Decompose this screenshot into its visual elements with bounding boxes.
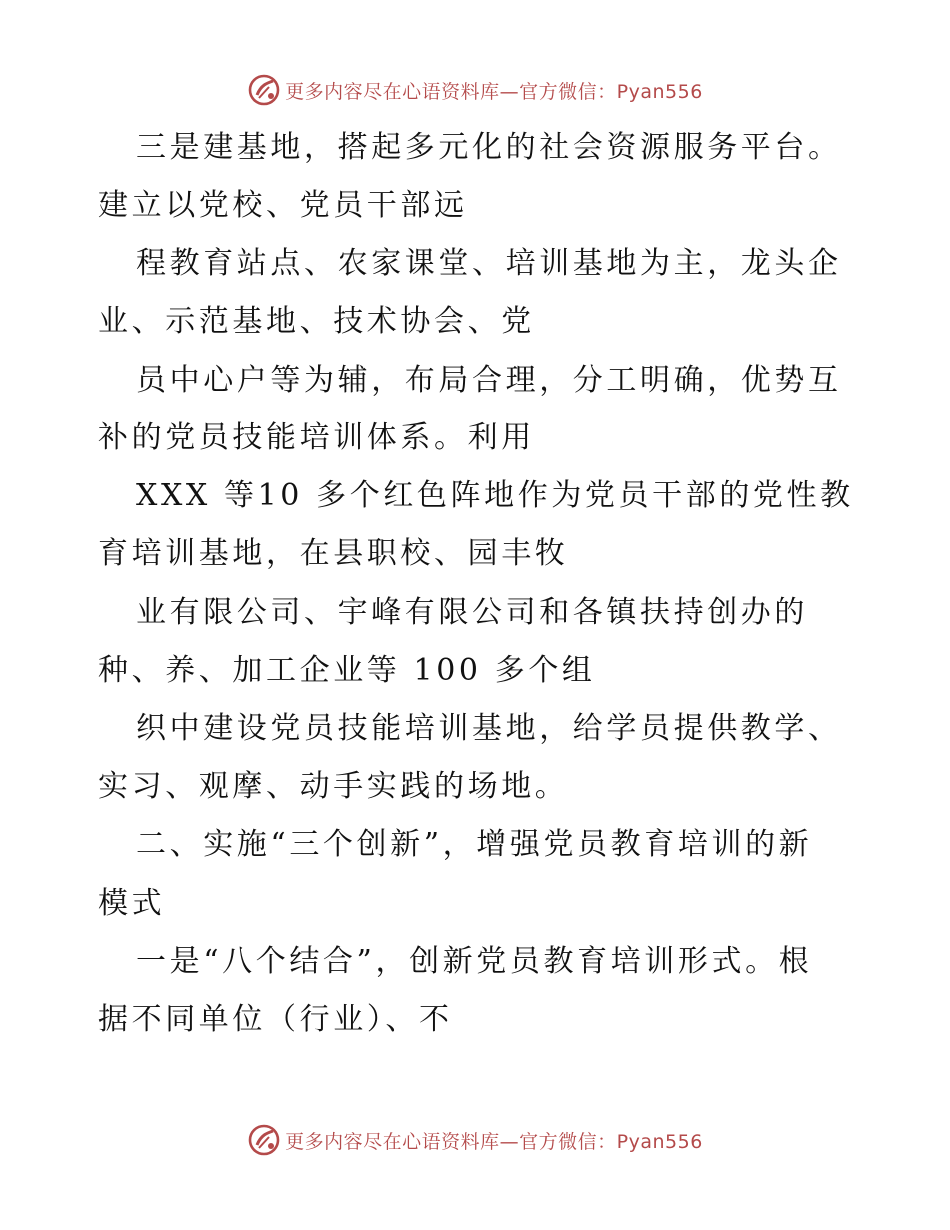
body-line: 据不同单位（行业）、不 [98, 1002, 453, 1037]
body-line: 业有限公司、宇峰有限公司和各镇扶持创办的 [136, 595, 808, 630]
body-line: 业、示范基地、技术协会、党 [98, 304, 535, 339]
body-line: 一是“八个结合”，创新党员教育培训形式。根 [136, 944, 813, 979]
seal-logo-icon [247, 1123, 281, 1157]
body-line: 种、养、加工企业等 100 多个组 [98, 653, 596, 688]
body-line: 员中心户等为辅，布局合理，分工明确，优势互 [136, 363, 842, 398]
body-line: 补的党员技能培训体系。利用 [98, 420, 535, 455]
body-line: 织中建设党员技能培训基地，给学员提供教学、 [136, 711, 842, 746]
header-banner-text: 更多内容尽在心语资料库—官方微信：Pyan556 [285, 80, 703, 103]
body-line: 三是建基地，搭起多元化的社会资源服务平台。 [136, 130, 842, 165]
body-line: 建立以党校、党员干部远 [98, 188, 468, 223]
footer-banner-text: 更多内容尽在心语资料库—官方微信：Pyan556 [285, 1130, 703, 1153]
section-heading: 二、实施“三个创新”，增强党员教育培训的新 [136, 827, 813, 862]
body-line: 程教育站点、农家课堂、培训基地为主，龙头企 [136, 246, 842, 281]
body-line: XXX 等10 多个红色阵地作为党员干部的党性教 [136, 478, 854, 513]
body-line: 育培训基地，在县职校、园丰牧 [98, 536, 569, 571]
body-line: 实习、观摩、动手实践的场地。 [98, 769, 569, 804]
footer-banner [0, 1120, 950, 1160]
section-heading: 模式 [98, 886, 166, 921]
